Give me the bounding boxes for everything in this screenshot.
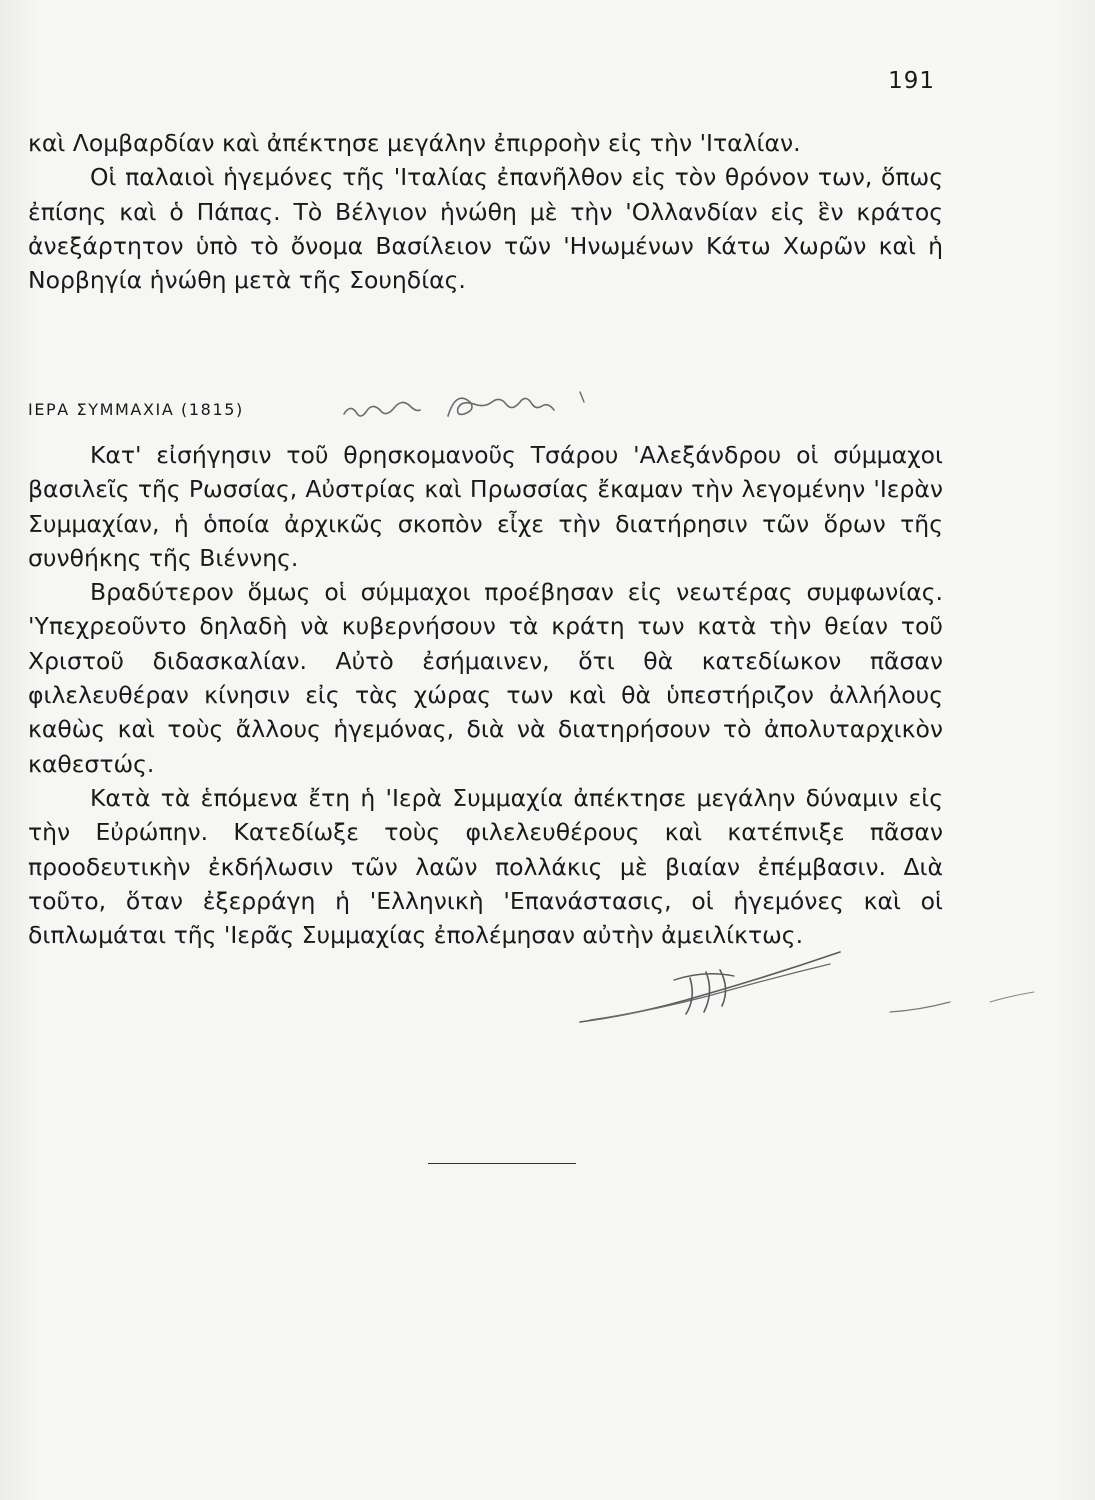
paragraph-holy-alliance-origin: Κατ' εἰσήγησιν τοῦ θρησκομανοῦς Τσάρου 'Αλεξάνδρου οἱ σύμμαχοι βασιλεῖς τῆς Ρωσσίας, Αὐστρίας καὶ Πρωσσίας ἔκαμαν τὴν λεγομένην 'Ιερὰν Συμμαχίαν, ἡ ὁποία ἀρχικῶς σκοπὸν εἶχε τὴν διατήρησιν τῶν ὅρων τῆς συνθήκης τῆς Βιέννης.	[28, 441, 943, 572]
opening-text-block	[28, 126, 943, 297]
section-text-block	[28, 438, 943, 952]
handwritten-pencil-note	[336, 380, 616, 440]
page-number: 191	[888, 68, 935, 94]
paragraph-holy-alliance-power: Κατὰ τὰ ἑπόμενα ἔτη ἡ 'Ιερὰ Συμμαχία ἀπέκτησε μεγάλην δύναμιν εἰς τὴν Εὐρώπην. Κατεδίωξε τοὺς φιλελευθέρους καὶ κατέπνιξε πᾶσαν προοδευτικὴν ἐκδήλωσιν τῶν λαῶν πολλάκις μὲ βιαίαν ἐπέμβασιν. Διὰ τοῦτο, ὅταν ἐξερράγη ἡ 'Ελληνικὴ 'Επανάστασις, οἱ ἡγεμόνες καὶ οἱ διπλωμάται τῆς 'Ιερᾶς Συμμαχίας ἐπολέμησαν αὐτὴν ἀμειλίκτως.	[28, 783, 943, 950]
paragraph-rulers: Οἱ παλαιοὶ ἡγεμόνες τῆς 'Ιταλίας ἐπανῆλθον εἰς τὸν θρόνον των, ὅπως ἐπίσης καὶ ὁ Πάπας. Τὸ Βέλγιον ἡνώθη μὲ τὴν 'Ολλανδίαν εἰς ἓν κράτος ἀνεξάρτητον ὑπὸ τὸ ὄνομα Βασίλειον τῶν 'Ηνωμένων Κάτω Χωρῶν καὶ ἡ Νορβηγία ἡνώθη μετὰ τῆς Σουηδίας.	[28, 163, 943, 295]
handwritten-signature-mark	[570, 950, 1050, 1040]
paragraph-holy-alliance-agreements: Βραδύτερον ὅμως οἱ σύμμαχοι προέβησαν εἰς νεωτέρας συμφωνίας. 'Υπεχρεοῦντο δηλαδὴ νὰ κυβερνήσουν τὰ κράτη των κατὰ τὴν θείαν τοῦ Χριστοῦ διδασκαλίαν. Αὐτὸ ἐσήμαινεν, ὅτι θὰ κατεδίωκον πᾶσαν φιλελευθέραν κίνησιν εἰς τὰς χώρας των καὶ θὰ ὑπεστήριζον ἀλλήλους καθὼς καὶ τοὺς ἄλλους ἡγεμόνας, διὰ νὰ διατηρήσουν τὸ ἀπολυταρχικὸν καθεστώς.	[28, 578, 943, 778]
paragraph-continuation: καὶ Λομβαρδίαν καὶ ἀπέκτησε μεγάλην ἐπιρροὴν εἰς τὴν 'Ιταλίαν.	[28, 129, 801, 157]
section-heading: ΙΕΡΑ ΣΥΜΜΑΧΙΑ (1815)	[28, 400, 244, 419]
closing-divider-rule	[428, 1163, 576, 1164]
